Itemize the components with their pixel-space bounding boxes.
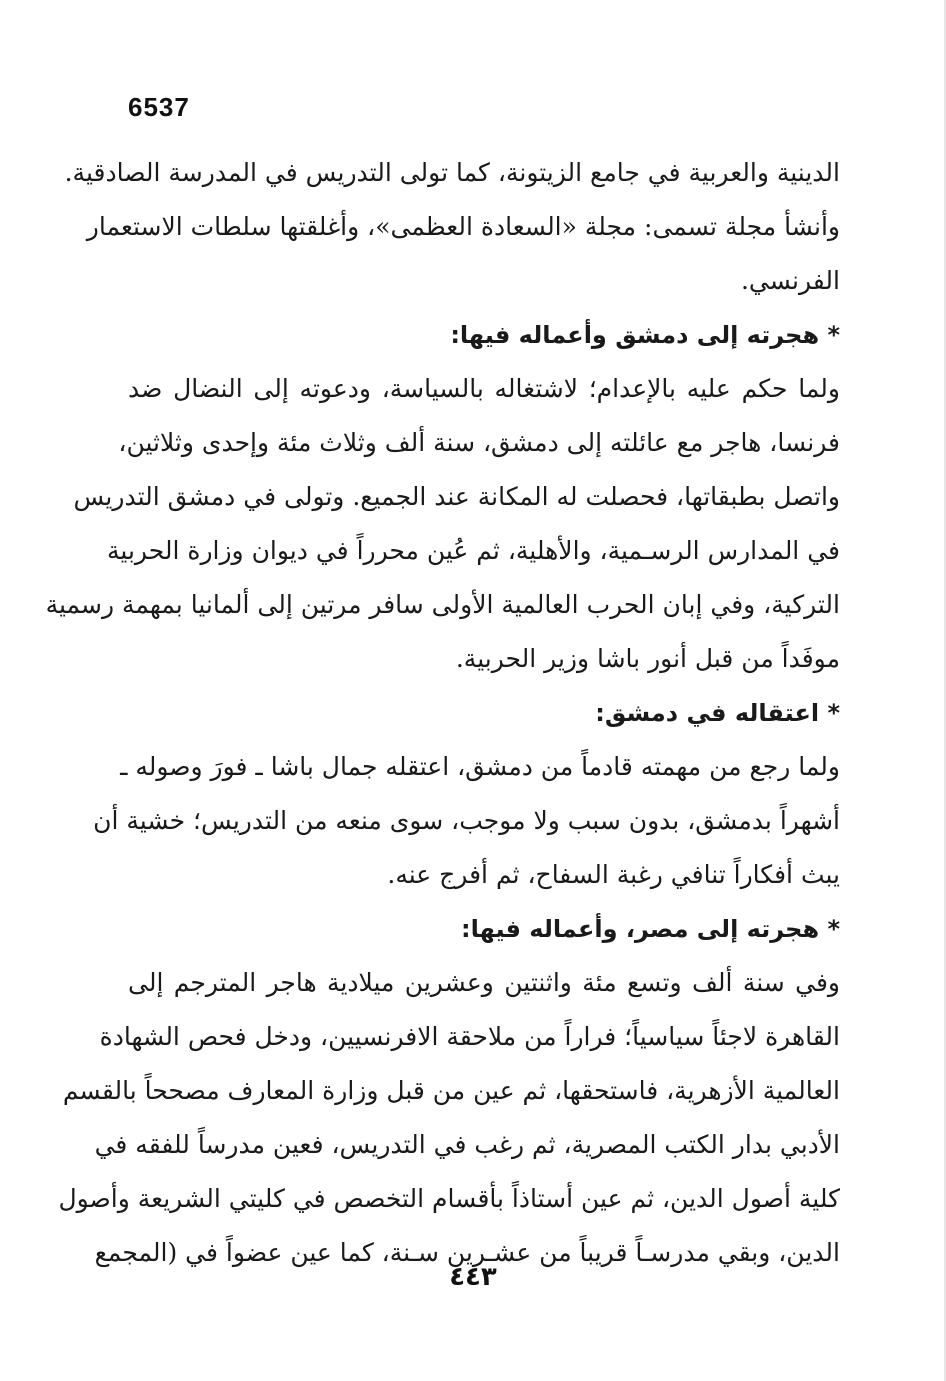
text-line: واتصل بطبقاتها، فحصلت له المكانة عند الجميع. وتولى في دمشق التدريس xyxy=(73,482,840,511)
text-line: في المدارس الرسـمية، والأهلية، ثم عُين محرراً في ديوان وزارة الحربية xyxy=(107,536,840,565)
page-body xyxy=(45,146,840,1280)
text-line: أشهراً بدمشق، بدون سبب ولا موجب، سوى منعه من التدريس؛ خشية أن xyxy=(93,806,840,835)
section-heading-egypt-migration: * هجرته إلى مصر، وأعماله فيها: xyxy=(460,915,840,943)
paragraph-egypt-migration xyxy=(58,956,840,1280)
paragraph-intro xyxy=(64,146,840,308)
section-heading-damascus-arrest: * اعتقاله في دمشق: xyxy=(595,699,840,727)
section-heading-damascus-migration: * هجرته إلى دمشق وأعماله فيها: xyxy=(450,321,840,349)
text-line: موفَداً من قبل أنور باشا وزير الحربية. xyxy=(455,644,840,673)
text-line: الفرنسي. xyxy=(740,266,840,295)
page-number: ٤٤٣ xyxy=(449,1262,497,1292)
text-line: يبث أفكاراً تنافي رغبة السفاح، ثم أفرج عنه. xyxy=(387,860,840,889)
text-line: القاهرة لاجئاً سياسياً؛ فراراً من ملاحقة الافرنسيين، ودخل فحص الشهادة xyxy=(99,1022,840,1051)
paragraph-damascus-arrest xyxy=(93,740,840,902)
text-line: فرنسا، هاجر مع عائلته إلى دمشق، سنة ألف وثلاث مئة وإحدى وثلاثين، xyxy=(118,428,840,457)
paragraph-damascus-migration xyxy=(45,362,840,686)
text-line: الأدبي بدار الكتب المصرية، ثم رغب في التدريس، فعين مدرساً للفقه في xyxy=(94,1130,840,1159)
text-line: وأنشأ مجلة تسمى: مجلة «السعادة العظمى»، وأغلقتها سلطات الاستعمار xyxy=(86,212,840,241)
text-line: وفي سنة ألف وتسع مئة واثنتين وعشرين ميلادية هاجر المترجم إلى xyxy=(128,968,840,997)
text-line: كلية أصول الدين، ثم عين أستاذاً بأقسام التخصص في كليتي الشريعة وأصول xyxy=(58,1184,840,1213)
text-line: العالمية الأزهرية، فاستحقها، ثم عين من قبل وزارة المعارف مصححاً بالقسم xyxy=(62,1076,840,1105)
text-line: التركية، وفي إبان الحرب العالمية الأولى سافر مرتين إلى ألمانيا بمهمة رسمية xyxy=(45,590,840,619)
text-line: ولما حكم عليه بالإعدام؛ لاشتغاله بالسياسة، ودعوته إلى النضال ضد xyxy=(128,374,840,403)
page-id: 6537 xyxy=(128,92,190,122)
text-line: الدينية والعربية في جامع الزيتونة، كما تولى التدريس في المدرسة الصادقية. xyxy=(64,158,840,187)
text-line: الدين، وبقي مدرسـاً قريباً من عشـرين سـنة، كما عين عضواً في (المجمع xyxy=(94,1238,840,1267)
text-line: ولما رجع من مهمته قادماً من دمشق، اعتقله جمال باشا ـ فورَ وصوله ـ xyxy=(120,752,840,781)
